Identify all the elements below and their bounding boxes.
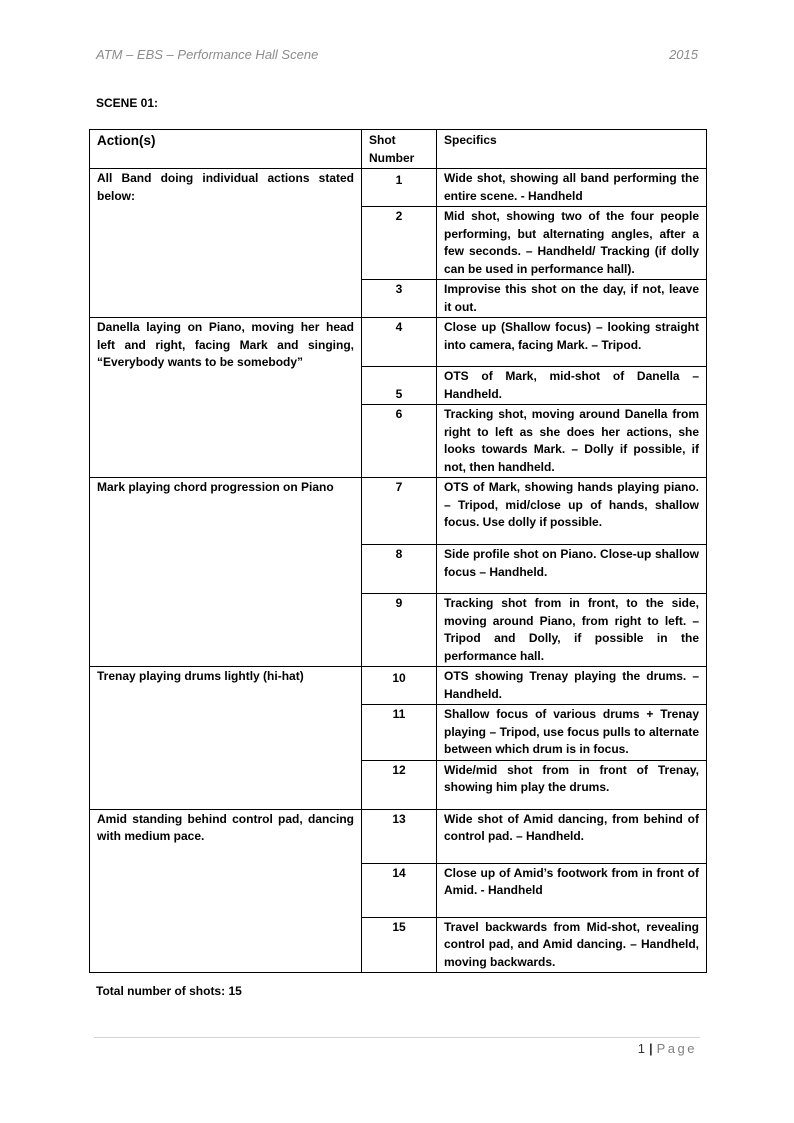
page-header — [96, 47, 698, 62]
table-row — [90, 809, 707, 863]
header-specifics: Specifics — [437, 130, 707, 169]
table-row — [90, 667, 707, 705]
shot-specifics: Close up (Shallow focus) – looking straight into camera, facing Mark. – Tripod. — [437, 318, 707, 367]
shot-number: 9 — [362, 594, 437, 667]
footer-divider — [94, 1037, 700, 1038]
page-separator: | — [648, 1041, 653, 1056]
scene-title: SCENE 01: — [96, 96, 159, 110]
shot-specifics: Side profile shot on Piano. Close-up shallow focus – Handheld. — [437, 545, 707, 594]
action-cell: All Band doing individual actions stated below: — [90, 169, 362, 318]
shot-specifics: Travel backwards from Mid-shot, revealing control pad, and Amid dancing. – Handheld, moving backwards. — [437, 917, 707, 973]
total-shots: Total number of shots: 15 — [96, 984, 242, 998]
shot-specifics: Tracking shot from in front, to the side, moving around Piano, from right to left. – Tripod and Dolly, if possible in the performance hall. — [437, 594, 707, 667]
action-cell: Mark playing chord progression on Piano — [90, 478, 362, 667]
shot-number: 3 — [362, 280, 437, 318]
shot-number: 14 — [362, 863, 437, 917]
shot-number: 13 — [362, 809, 437, 863]
shot-number: 15 — [362, 917, 437, 973]
shot-specifics: Improvise this shot on the day, if not, leave it out. — [437, 280, 707, 318]
table-row — [90, 318, 707, 367]
shot-specifics: Mid shot, showing two of the four people performing, but alternating angles, after a few seconds. – Handheld/ Tracking (if dolly can be used in performance hall). — [437, 207, 707, 280]
action-cell: Amid standing behind control pad, dancing with medium pace. — [90, 809, 362, 973]
shot-specifics: Wide shot of Amid dancing, from behind of control pad. – Handheld. — [437, 809, 707, 863]
page-number: 1 — [637, 1041, 645, 1056]
shot-number: 5 — [362, 367, 437, 405]
shot-number: 2 — [362, 207, 437, 280]
table-row — [90, 478, 707, 545]
shot-specifics: Tracking shot, moving around Danella from right to left as she does her actions, she looks towards Mark. – Dolly if possible, if not, then handheld. — [437, 405, 707, 478]
shot-specifics: Close up of Amid’s footwork from in front of Amid. - Handheld — [437, 863, 707, 917]
action-cell: Danella laying on Piano, moving her head left and right, facing Mark and singing, “Everybody wants to be somebody” — [90, 318, 362, 478]
page-footer — [638, 1041, 697, 1056]
shot-number: 1 — [362, 169, 437, 207]
document-title: ATM – EBS – Performance Hall Scene — [96, 47, 319, 62]
shot-specifics: OTS of Mark, mid-shot of Danella – Handheld. — [437, 367, 707, 405]
shot-number: 4 — [362, 318, 437, 367]
header-shot-line2: Number — [369, 150, 415, 165]
shot-number: 10 — [362, 667, 437, 705]
table-header-row — [90, 130, 707, 169]
shot-number: 8 — [362, 545, 437, 594]
shot-specifics: Wide shot, showing all band performing the entire scene. - Handheld — [437, 169, 707, 207]
document-year: 2015 — [669, 47, 698, 62]
action-cell: Trenay playing drums lightly (hi-hat) — [90, 667, 362, 810]
header-shot-number — [362, 130, 437, 169]
header-shot-line1: Shot — [369, 133, 396, 147]
shot-specifics: OTS showing Trenay playing the drums. – Handheld. — [437, 667, 707, 705]
shot-specifics: Shallow focus of various drums + Trenay playing – Tripod, use focus pulls to alternate between which drum is in focus. — [437, 705, 707, 761]
shot-number: 7 — [362, 478, 437, 545]
shot-list-table — [89, 129, 707, 973]
table-row — [90, 169, 707, 207]
shot-number: 11 — [362, 705, 437, 761]
page-label: Page — [656, 1041, 697, 1056]
shot-number: 12 — [362, 760, 437, 809]
shot-specifics: OTS of Mark, showing hands playing piano. – Tripod, mid/close up of hands, shallow focus. Use dolly if possible. — [437, 478, 707, 545]
shot-number: 6 — [362, 405, 437, 478]
header-actions: Action(s) — [90, 130, 362, 169]
shot-specifics: Wide/mid shot from in front of Trenay, showing him play the drums. — [437, 760, 707, 809]
